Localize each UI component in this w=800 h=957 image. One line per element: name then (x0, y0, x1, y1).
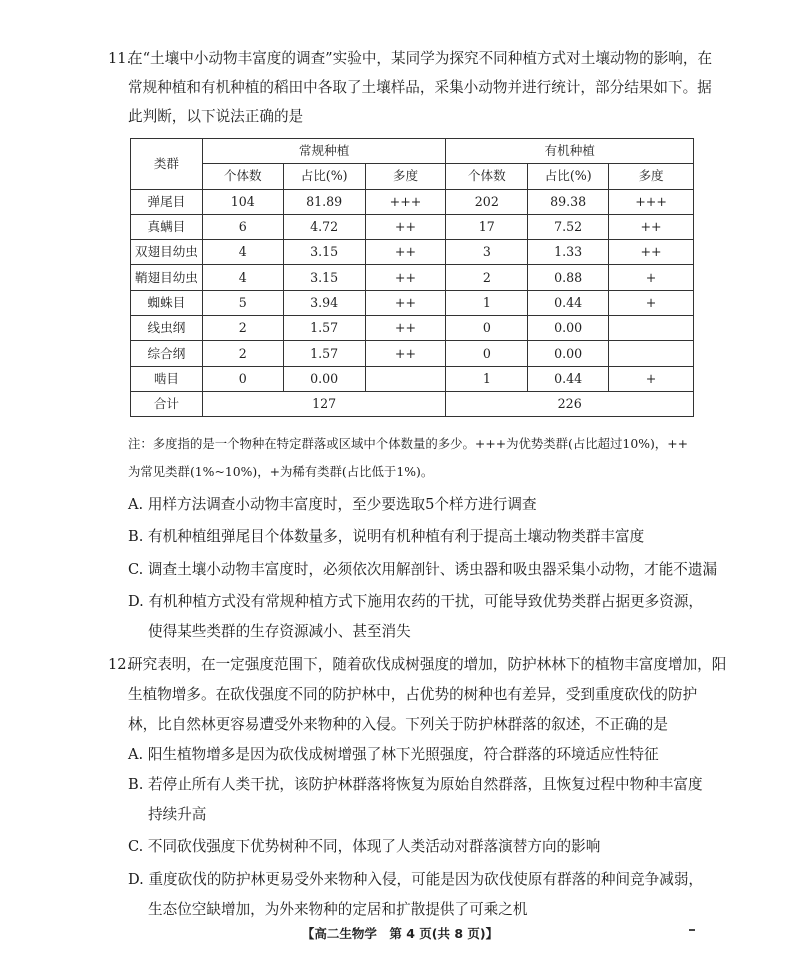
table-row (131, 240, 694, 265)
table-note-line-2: 为常见类群(1%~10%)，+为稀有类群(占比低于1%)。 (128, 464, 434, 479)
value-cell: 4 (202, 265, 283, 290)
value-cell: 1 (446, 290, 528, 315)
q12-option-a: A. 阳生植物增多是因为砍伐成树增强了林下光照强度，符合群落的环境适应性特征 (128, 746, 659, 763)
value-cell: + (609, 265, 694, 290)
value-cell: 1.57 (283, 341, 365, 366)
taxon-cell: 真螨目 (131, 214, 203, 239)
value-cell: 0 (446, 341, 528, 366)
header-sub: 多度 (365, 164, 446, 189)
value-cell: ++ (365, 265, 446, 290)
value-cell: 1 (446, 366, 528, 391)
value-cell: 0.00 (283, 366, 365, 391)
q11-option-a: A. 用样方法调查小动物丰富度时，至少要选取5个样方进行调查 (128, 496, 537, 513)
table-row (131, 316, 694, 341)
header-conventional: 常规种植 (202, 139, 446, 164)
value-cell: 1.57 (283, 316, 365, 341)
value-cell (609, 341, 694, 366)
question-12-stem-line-2: 生植物增多。在砍伐强度不同的防护林中，占优势的树种也有差异，受到重度砍伐的防护 (128, 686, 698, 703)
value-cell: 3.15 (283, 265, 365, 290)
taxon-cell: 线虫纲 (131, 316, 203, 341)
value-cell: ++ (365, 240, 446, 265)
value-cell: 4.72 (283, 214, 365, 239)
value-cell: 5 (202, 290, 283, 315)
page-footer: 【高二生物学 第 4 页(共 8 页)】 (301, 926, 499, 941)
value-cell (365, 366, 446, 391)
header-group: 类群 (131, 139, 203, 190)
value-cell: 104 (202, 189, 283, 214)
soil-animal-table (130, 138, 694, 417)
question-12-stem-line-1: 研究表明，在一定强度范围下，随着砍伐成树强度的增加，防护林林下的植物丰富度增加，阳 (128, 656, 727, 673)
table-row (131, 366, 694, 391)
value-cell: 0.88 (528, 265, 609, 290)
taxon-cell: 弹尾目 (131, 189, 203, 214)
taxon-cell: 综合纲 (131, 341, 203, 366)
total-label: 合计 (131, 391, 203, 416)
value-cell: 0.00 (528, 316, 609, 341)
header-sub: 多度 (609, 164, 694, 189)
question-11-number: 11. (108, 50, 132, 67)
value-cell: ++ (365, 290, 446, 315)
value-cell: ++ (365, 341, 446, 366)
taxon-cell: 蜘蛛目 (131, 290, 203, 315)
value-cell: 3.94 (283, 290, 365, 315)
total-conventional: 127 (202, 391, 446, 416)
value-cell: 4 (202, 240, 283, 265)
q12-option-d-line-2: 生态位空缺增加，为外来物种的定居和扩散提供了可乘之机 (148, 901, 528, 918)
value-cell: +++ (365, 189, 446, 214)
taxon-cell: 鞘翅目幼虫 (131, 265, 203, 290)
header-sub: 占比(%) (283, 164, 365, 189)
value-cell: 2 (446, 265, 528, 290)
q12-option-d-line-1: D. 重度砍伐的防护林更易受外来物种入侵，可能是因为砍伐使原有群落的种间竞争减弱， (128, 871, 704, 888)
value-cell: 2 (202, 316, 283, 341)
total-organic: 226 (446, 391, 694, 416)
value-cell: 202 (446, 189, 528, 214)
value-cell: 0.44 (528, 290, 609, 315)
value-cell: 0.44 (528, 366, 609, 391)
q12-option-c: C. 不同砍伐强度下优势树种不同，体现了人类活动对群落演替方向的影响 (128, 838, 601, 855)
question-12-number: 12. (108, 656, 132, 673)
value-cell: 1.33 (528, 240, 609, 265)
q11-option-d-line-1: D. 有机种植方式没有常规种植方式下施用农药的干扰，可能导致优势类群占据更多资源， (128, 593, 704, 610)
q12-option-b-line-2: 持续升高 (148, 806, 207, 823)
header-sub: 占比(%) (528, 164, 609, 189)
question-11-stem-line-3: 此判断，以下说法正确的是 (128, 108, 304, 125)
value-cell: + (609, 366, 694, 391)
table-row (131, 341, 694, 366)
taxon-cell: 啮目 (131, 366, 203, 391)
value-cell: 6 (202, 214, 283, 239)
value-cell: ++ (609, 240, 694, 265)
q11-option-d-line-2: 使得某些类群的生存资源减小、甚至消失 (148, 623, 411, 640)
value-cell: 17 (446, 214, 528, 239)
table-note-line-1: 注：多度指的是一个物种在特定群落或区域中个体数量的多少。+++为优势类群(占比超过10%)，++ (128, 436, 688, 451)
value-cell: 0.00 (528, 341, 609, 366)
table-row (131, 214, 694, 239)
table-row (131, 265, 694, 290)
question-12-stem-line-3: 林，比自然林更容易遭受外来物种的入侵。下列关于防护林群落的叙述，不正确的是 (128, 716, 668, 733)
question-11-stem-line-2: 常规种植和有机种植的稻田中各取了土壤样品，采集小动物并进行统计，部分结果如下。据 (128, 79, 712, 96)
question-11-stem-line-1: 在“土壤中小动物丰富度的调查”实验中，某同学为探究不同种植方式对土壤动物的影响，在 (128, 50, 713, 67)
value-cell: 3 (446, 240, 528, 265)
header-sub: 个体数 (202, 164, 283, 189)
taxon-cell: 双翅目幼虫 (131, 240, 203, 265)
value-cell: ++ (609, 214, 694, 239)
header-sub: 个体数 (446, 164, 528, 189)
value-cell: ++ (365, 214, 446, 239)
value-cell: 0 (202, 366, 283, 391)
q12-option-b-line-1: B. 若停止所有人类干扰，该防护林群落将恢复为原始自然群落，且恢复过程中物种丰富度 (128, 776, 703, 793)
value-cell: 89.38 (528, 189, 609, 214)
value-cell: ++ (365, 316, 446, 341)
q11-option-b: B. 有机种植组弹尾目个体数量多，说明有机种植有利于提高土壤动物类群丰富度 (128, 528, 645, 545)
header-organic: 有机种植 (446, 139, 694, 164)
value-cell (609, 316, 694, 341)
table-row (131, 189, 694, 214)
value-cell: + (609, 290, 694, 315)
corner-mark (689, 929, 695, 931)
value-cell: 3.15 (283, 240, 365, 265)
value-cell: 81.89 (283, 189, 365, 214)
value-cell: 0 (446, 316, 528, 341)
value-cell: 7.52 (528, 214, 609, 239)
value-cell: +++ (609, 189, 694, 214)
q11-option-c: C. 调查土壤小动物丰富度时，必须依次用解剖针、诱虫器和吸虫器采集小动物，才能不遗漏 (128, 561, 718, 578)
table-row (131, 290, 694, 315)
value-cell: 2 (202, 341, 283, 366)
